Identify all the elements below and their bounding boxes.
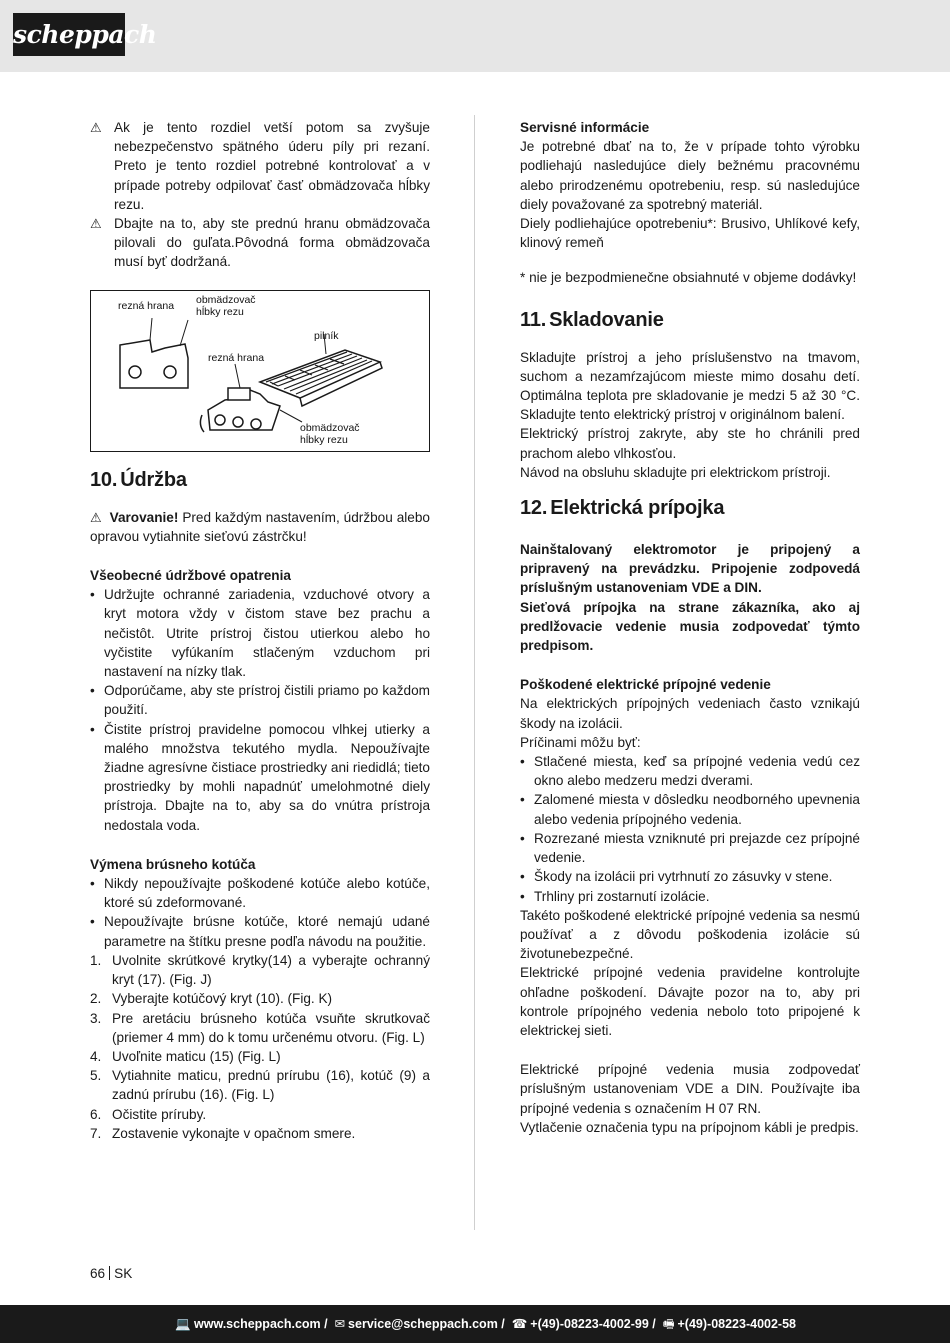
phone-icon: ☎: [508, 1317, 528, 1331]
label-depth-limiter-2: hĺbky rezu: [196, 305, 244, 318]
paragraph-bold: Sieťová prípojka na strane zákazníka, ako aj predlžovacie vedenie musia zodpovedať týmto predpisom.: [520, 599, 860, 654]
fax-icon: 🖷: [659, 1317, 675, 1331]
paragraph: Príčinami môžu byť:: [520, 734, 641, 750]
paragraph: Je potrebné dbať na to, že v prípade tohto výrobku podliehajú nasledujúce diely bežnému pracovnému alebo prirodzenému opotrebeniu, resp. sú nasledujúce diely považované za spotrebný materiál.: [520, 139, 860, 212]
list-item: • Trhliny pri zostarnutí izolácie.: [520, 887, 860, 906]
contact-bar: [0, 1305, 950, 1343]
left-column: [90, 118, 430, 1143]
warning-icon: ⚠: [90, 216, 102, 232]
list-item: • Odporúčame, aby ste prístroj čistili priamo po každom použití.: [90, 681, 430, 719]
step-item: 6. Očistite príruby.: [90, 1106, 207, 1122]
paragraph: Skladujte prístroj a jeho príslušenstvo na tmavom, suchom a nezamŕzajúcom mieste mimo dosahu detí. Optimálna teplota pre skladovanie je medzi 5 až 30 °C. Skladujte tento elektrický prístroj v originálnom balení.: [520, 349, 860, 423]
step-item: 3. Pre aretáciu brúsneho kotúča vsuňte skrutkovač (priemer 4 mm) do k tomu určenému otvoru. (Fig. L): [90, 1010, 430, 1045]
step-item: 1. Uvolnite skrútkové krytky(14) a vyberajte ochranný kryt (17). (Fig. J): [90, 952, 430, 988]
paragraph: Diely podliehajúce opotrebeniu*: Brusivo, Uhlíkové kefy, klinový remeň: [520, 216, 860, 251]
paragraph: Návod na obsluhu skladujte pri elektrickom prístroji.: [520, 464, 831, 480]
step-item: 7. Zostavenie vykonajte v opačnom smere.: [90, 1125, 356, 1141]
label-depth-limiter-3: obmädzovač: [300, 421, 360, 434]
warning-paragraph: ⚠ Ak je tento rozdiel vetší potom sa zvyšuje nebezpečenstvo spätného úderu píly pri rezaní. Preto je tento rozdiel potrebné kontrolovať a v prípade potreby odpilovať časť obmädzovača hĺbky rezu.: [90, 120, 430, 212]
paragraph: Elektrické prípojné vedenia musia zodpovedať príslušným ustanoveniam VDE a DIN. Používajte iba prípojné vedenia s označením H 07 RN.: [520, 1062, 860, 1116]
disc-bullets: [90, 874, 430, 951]
website-link[interactable]: www.scheppach.com /: [194, 1317, 328, 1331]
label-depth-limiter-4: hĺbky rezu: [300, 433, 348, 446]
header-bar: [0, 0, 950, 72]
step-item: 4. Uvoľnite maticu (15) (Fig. L): [90, 1048, 281, 1064]
column-divider: [474, 115, 475, 1230]
damage-causes-list: [520, 752, 860, 906]
list-item: • Udržujte ochranné zariadenia, vzduchové otvory a kryt motora vždy v čistom stave bez prachu a nečistôt. Utrite prístroj čistou utierkou alebo ho vyčistite vyfúkaním stlačeným vzduchom pri nastavení na nízky tlak.: [90, 585, 430, 681]
list-item: • Čistite prístroj pravidelne pomocou vlhkej utierky a malého množstva tekutého mydla. Nepoužívajte žiadne agresívne čistiace prostriedky ani riedidlá; tieto prostriedky by mohli napadnúť umelohmotné diely prístroja. Dbajte na to, aby sa do vnútra prístroja nedostala voda.: [90, 720, 430, 835]
disc-steps: [90, 951, 430, 1143]
step-item: 2. Vyberajte kotúčový kryt (10). (Fig. K): [90, 991, 333, 1007]
scheppach-logo: scheppach: [13, 13, 125, 56]
label-file: pilník: [314, 329, 339, 342]
section-heading-maintenance: 10. Údržba: [90, 468, 187, 491]
warning-paragraph: ⚠ Varovanie! Pred každým nastavením, údržbou alebo opravou vytiahnite sieťovú zástrčku!: [90, 509, 430, 544]
label-cutting-edge: rezná hrana: [118, 299, 175, 312]
paragraph: Elektrické prípojné vedenia pravidelne kontrolujte ohľadne poškodení. Dávajte pozor na to, aby pri kontrole prípojného vedenia nebolo toto pripojené k elektrickej sieti.: [520, 965, 860, 1038]
list-item: • Nepoužívajte brúsne kotúče, ktoré nemajú udané parametre na štítku presne podľa návodu na použitie.: [90, 912, 430, 950]
right-column: [520, 118, 860, 1137]
subheading-disc: Výmena brúsneho kotúča: [90, 856, 256, 872]
email-icon: ✉: [331, 1317, 346, 1331]
subheading-service: Servisné informácie: [520, 120, 650, 135]
paragraph-bold: Nainštalovaný elektromotor je pripojený a pripravený na prevádzku. Pripojenie zodpovedá príslušným ustanoveniam VDE a DIN.: [520, 542, 860, 596]
computer-icon: 💻: [175, 1317, 191, 1331]
list-item: • Rozrezané miesta vzniknuté pri prejazde cez prípojné vedenie.: [520, 829, 860, 867]
paragraph: * nie je bezpodmienečne obsiahnuté v objeme dodávky!: [520, 270, 857, 286]
label-depth-limiter: obmädzovač: [196, 293, 256, 306]
warning-paragraph: ⚠ Dbajte na to, aby ste prednú hranu obmädzovača pilovali do guľata.Pôvodná forma obmädzovača musí byť dodržaná.: [90, 216, 430, 270]
step-item: 5. Vytiahnite maticu, prednú prírubu (16), kotúč (9) a zadnú prírubu (16). (Fig. L): [90, 1068, 430, 1103]
section-heading-electrical: 12. Elektrická prípojka: [520, 497, 725, 520]
list-item: • Nikdy nepoužívajte poškodené kotúče alebo kotúče, ktoré sú zdeformované.: [90, 874, 430, 912]
list-item: • Zalomené miesta v dôsledku neodborného upevnenia alebo vedenia prípojného vedenia.: [520, 790, 860, 828]
chain-sharpening-figure: [90, 290, 430, 452]
section-heading-storage: 11. Skladovanie: [520, 308, 664, 331]
paragraph: Vytlačenie označenia typu na prípojnom kábli je predpis.: [520, 1119, 859, 1135]
paragraph: Elektrický prístroj zakryte, aby ste ho chránili pred prachom alebo vlhkosťou.: [520, 426, 860, 461]
phone-number: +(49)-08223-4002-99 /: [530, 1317, 656, 1331]
list-item: • Stlačené miesta, keď sa prípojné vedenia vedú cez okno alebo medzeru medzi dverami.: [520, 752, 860, 790]
warning-icon: ⚠: [90, 509, 102, 525]
page-number: 66 SK: [90, 1266, 133, 1281]
warning-icon: ⚠: [90, 120, 102, 135]
email-link[interactable]: service@scheppach.com /: [348, 1317, 505, 1331]
chain-diagram: [90, 290, 430, 452]
paragraph: Takéto poškodené elektrické prípojné vedenia sa nesmú používať a z dôvodu poškodenia izolácie sú životunebezpečné.: [520, 907, 860, 962]
fax-number: +(49)-08223-4002-58: [677, 1317, 796, 1331]
label-cutting-edge-2: rezná hrana: [208, 351, 265, 364]
subheading-general: Všeobecné údržbové opatrenia: [90, 568, 291, 584]
subheading-damaged: Poškodené elektrické prípojné vedenie: [520, 677, 771, 693]
general-maintenance-list: [90, 585, 430, 835]
paragraph: Na elektrických prípojných vedeniach často vznikajú škody na izolácii.: [520, 696, 860, 731]
list-item: • Škody na izolácii pri vytrhnutí zo zásuvky v stene.: [520, 867, 860, 886]
